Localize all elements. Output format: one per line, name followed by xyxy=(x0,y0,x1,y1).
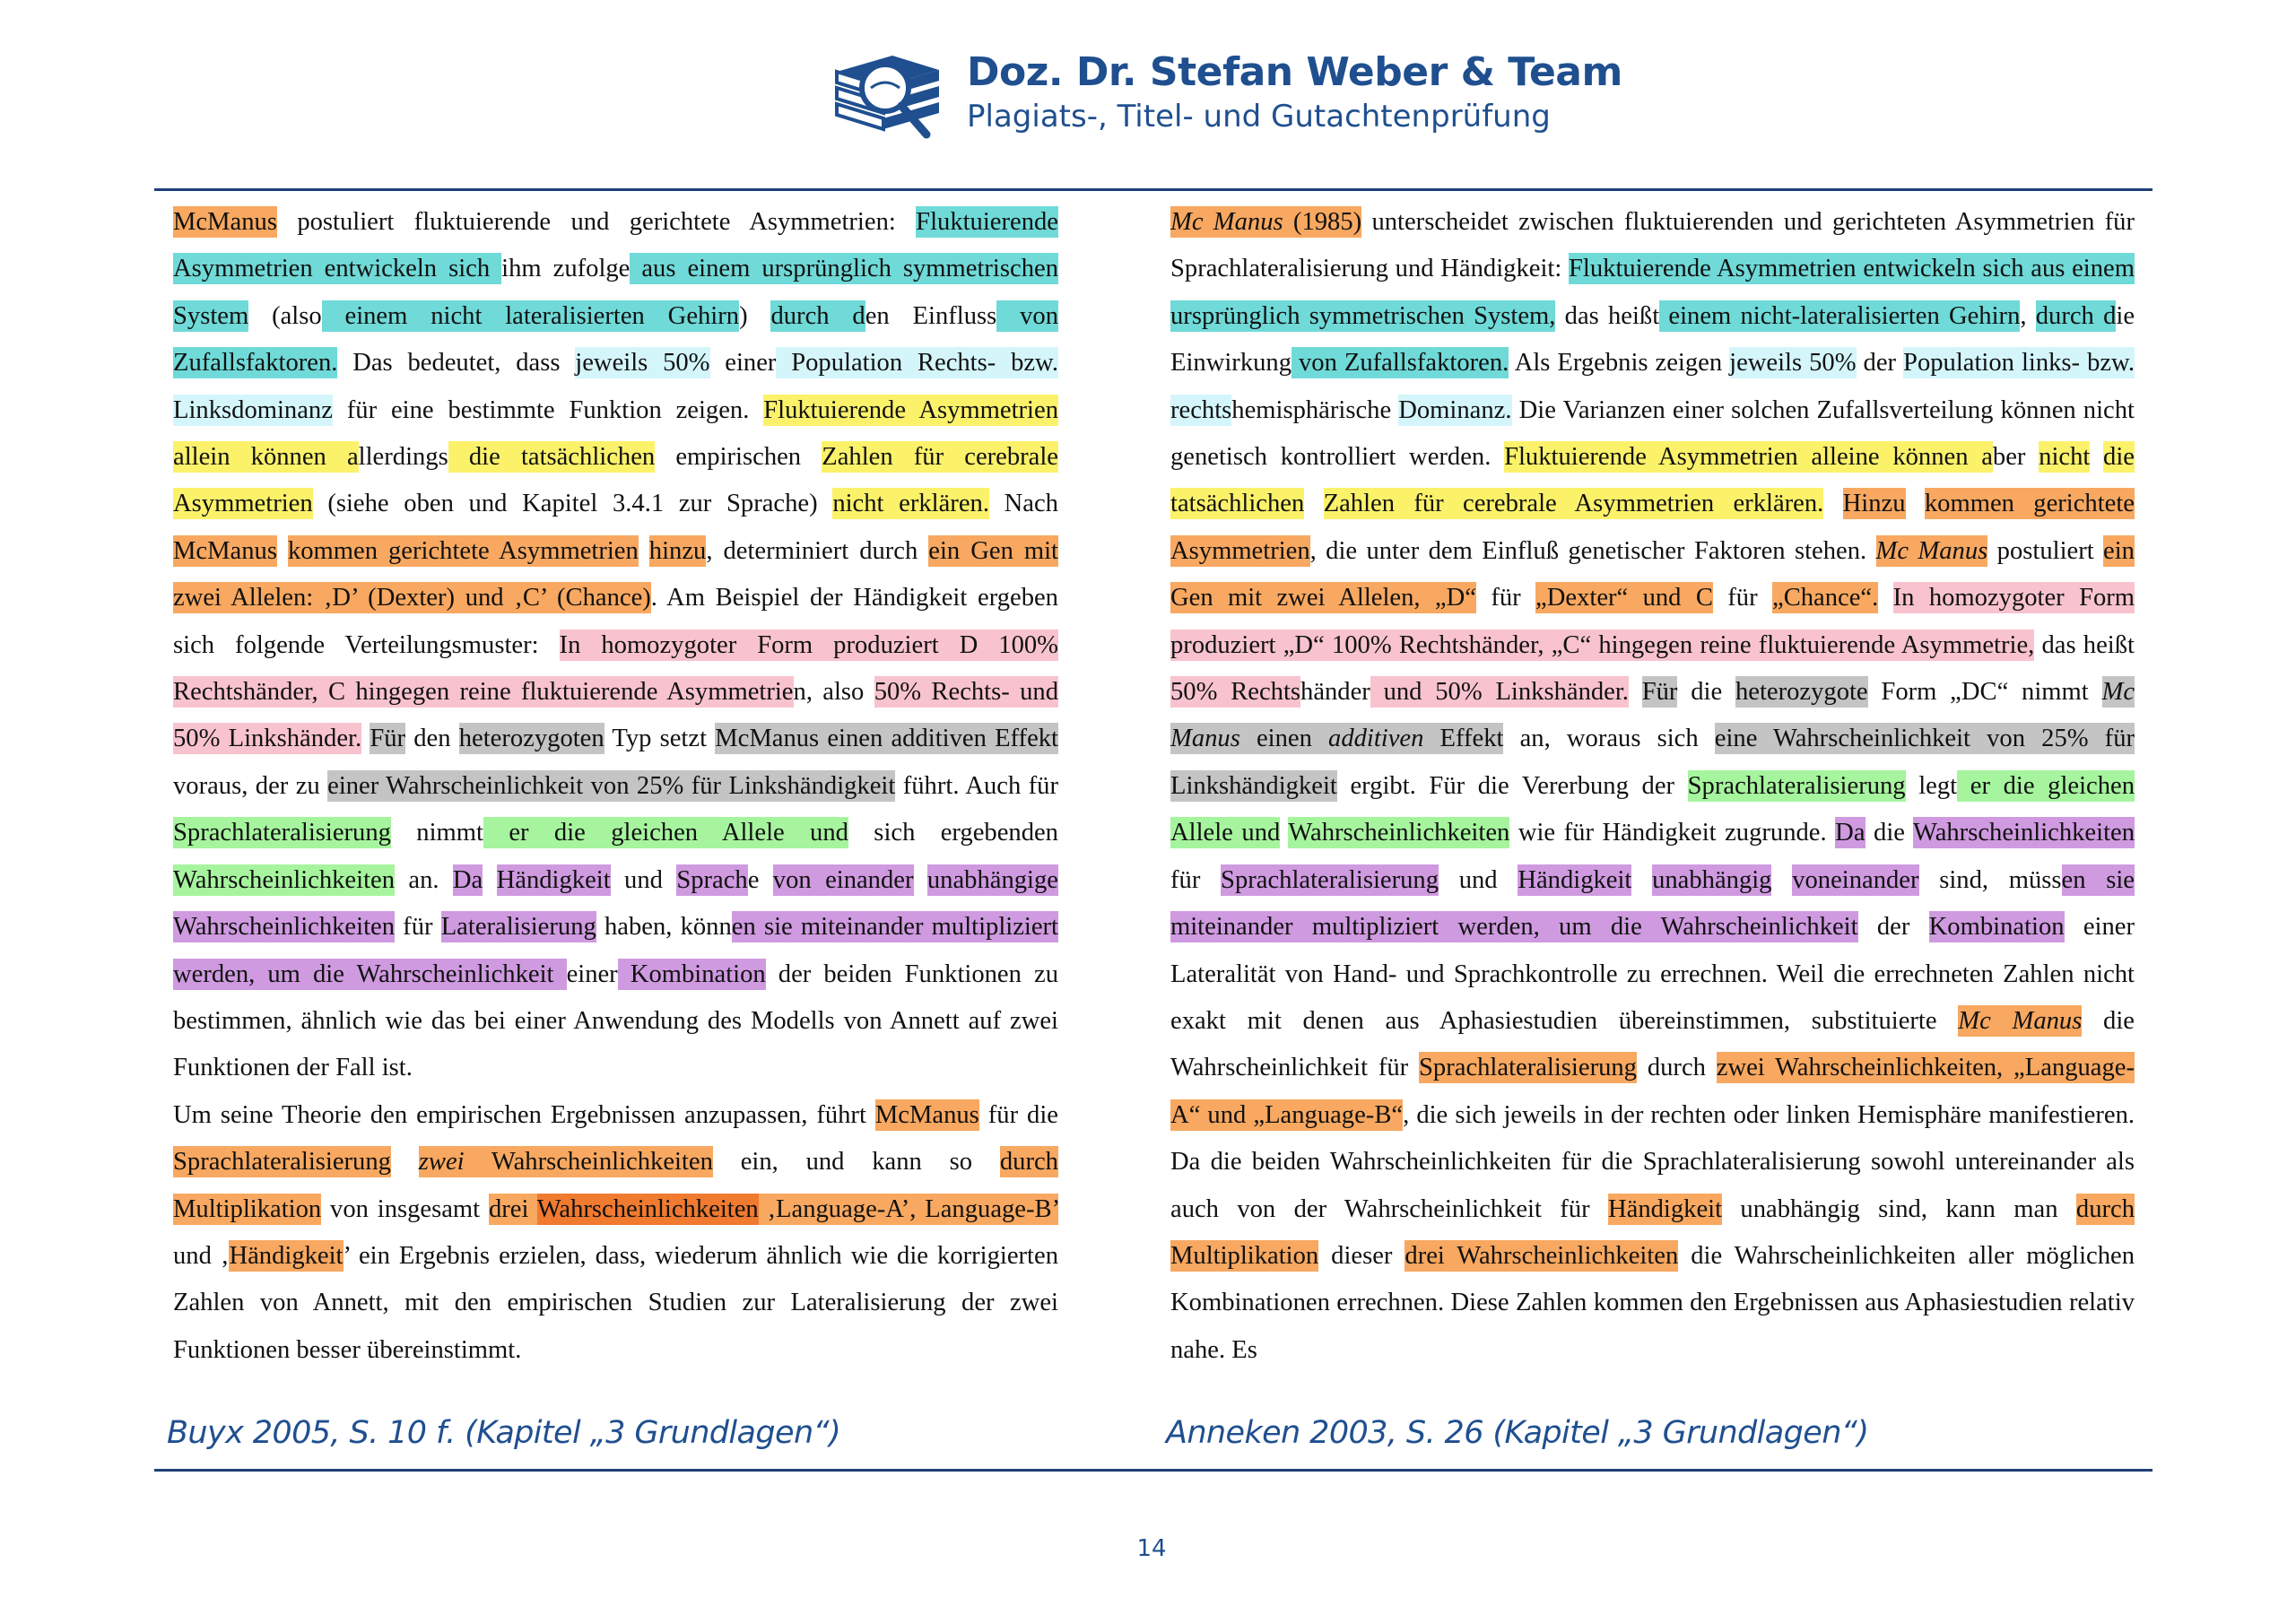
text-run xyxy=(1280,819,1288,847)
text-run: (also xyxy=(248,301,322,330)
highlighted-text: Kombination xyxy=(617,960,766,988)
text-run: e xyxy=(747,865,773,894)
text-run xyxy=(483,866,496,894)
highlighted-text: „Dexter“ und C xyxy=(1535,584,1713,612)
text-run: , die sich jeweils in der rechten oder linken Hemisphäre manifestieren. Da die beiden Wahrscheinlichkeiten für die Sprachlateralisierung sowohl untereinander als auch von der Wahrscheinlichkeit für xyxy=(1170,1100,2135,1223)
text-run: dieser xyxy=(1318,1241,1405,1270)
highlighted-text: einem nicht-lateralisierten Gehirn xyxy=(1659,301,2021,330)
text-run xyxy=(277,537,288,565)
highlighted-text: heterozygote xyxy=(1735,678,1868,707)
highlighted-text: Händigkeit xyxy=(229,1241,344,1270)
text-run: führt. Auch für xyxy=(895,771,1059,800)
highlighted-text: von Zufallsfaktoren. xyxy=(1292,349,1509,378)
highlighted-text: er die gleichen Allele und xyxy=(483,819,848,847)
text-run: (siehe oben und Kapitel 3.4.1 zur Sprache) xyxy=(312,490,833,518)
highlighted-text: heterozygoten xyxy=(458,725,604,753)
highlighted-text: Wahrscheinlichkeiten xyxy=(173,865,395,894)
highlighted-text: Für xyxy=(1641,678,1678,707)
highlighted-text: 50% Rechts xyxy=(1170,678,1301,707)
highlighted-text: ein Gen mit zwei Allelen, „D“ xyxy=(1170,536,2135,612)
highlighted-text: Wahrscheinlichkeiten xyxy=(1913,819,2135,847)
highlighted-text: drei xyxy=(488,1194,537,1223)
highlighted-text: Wahrscheinlichkeiten xyxy=(173,913,395,942)
left-source-column xyxy=(173,199,1058,1374)
left-paragraph-1 xyxy=(173,199,1058,1092)
text-run xyxy=(1878,584,1892,612)
text-run: , xyxy=(2020,301,2036,330)
text-run xyxy=(1823,490,1842,517)
text-run: voraus, der zu xyxy=(173,771,328,800)
highlighted-text: durch d xyxy=(770,301,865,330)
highlighted-text: er die gleichen Allele und xyxy=(1170,771,2135,847)
highlighted-text: Sprachlateralisierung xyxy=(1687,771,1906,800)
highlighted-text: einen xyxy=(1239,725,1329,753)
text-run: Die Varianzen einer solchen Zufallsverteilung können nicht genetisch kontrolliert werden. xyxy=(1170,395,2135,472)
highlighted-text: eine Wahrscheinlichkeit von 25% für Linkshändigkeit xyxy=(1170,725,2135,800)
text-run: ie Einwirkung xyxy=(1170,301,2135,378)
highlighted-text: 50% Rechts- und 50% Linkshänder. xyxy=(173,678,1058,753)
text-run: ’ ein Ergebnis erzielen, dass, wiederum ähnlich wie die korrigierten Zahlen von Annett, mit den empirischen Studien zur Lateralisierung der zwei Funktionen besser übereinstimmt. xyxy=(173,1241,1058,1364)
text-run: an, woraus sich xyxy=(1503,725,1715,753)
text-run: Form „DC“ nimmt xyxy=(1867,678,2102,707)
text-run: die xyxy=(1677,678,1735,707)
text-run: die xyxy=(1865,819,1913,847)
highlighted-text: kommen gerichtete Asymmetrien xyxy=(1170,490,2135,565)
text-run: ihm zufolge xyxy=(501,255,631,283)
right-source-caption: Anneken 2003, S. 26 (Kapitel „3 Grundlagen“) xyxy=(1166,1415,1869,1451)
highlighted-text: Sprach xyxy=(1221,865,1292,894)
text-run xyxy=(1771,866,1792,894)
text-run: sind, müss xyxy=(1918,865,2062,894)
text-run xyxy=(914,866,927,894)
text-run: sich ergebenden xyxy=(848,819,1058,847)
highlighted-text: Mc Manus xyxy=(1170,678,2135,753)
text-run: legt xyxy=(1905,771,1958,800)
page-number: 14 xyxy=(1136,1535,1167,1562)
text-run: für eine bestimmte Funktion zeigen. xyxy=(332,395,764,424)
text-run: für die xyxy=(978,1100,1058,1129)
page-header xyxy=(0,36,2296,152)
highlighted-text: unabhängig xyxy=(1652,865,1772,894)
text-run: , die unter dem Einfluß genetischer Faktoren stehen. xyxy=(1309,536,1876,565)
highlighted-text: Händigkeit xyxy=(1608,1194,1723,1223)
highlighted-text: und 50% Linkshänder. xyxy=(1370,678,1629,707)
book-stack-magnifier-icon xyxy=(830,45,946,143)
text-run: und xyxy=(1439,865,1518,894)
highlighted-text: voneinander xyxy=(1792,865,1919,894)
highlighted-text: Sprach xyxy=(676,865,748,894)
text-run: Als Ergebnis zeigen xyxy=(1509,349,1730,378)
text-run: einer Lateralität von Hand- und Sprachkontrolle zu errechnen. Weil die errechneten Zahlen nicht exakt mit denen aus Aphasiestudien übereinstimmen, substituierte xyxy=(1170,913,2135,1035)
highlighted-text: hinzu xyxy=(648,536,707,565)
text-run: unabhängig sind, kann man xyxy=(1722,1194,2076,1223)
right-paragraph-1 xyxy=(1170,199,2135,1374)
highlighted-text: Mc Manus xyxy=(1170,208,1283,236)
highlighted-text: einem nicht lateralisierten Gehirn xyxy=(321,301,740,330)
highlighted-text: (1985) xyxy=(1283,208,1362,236)
highlighted-text: Population links- bzw. rechts xyxy=(1170,349,2135,424)
highlighted-text: zwei Wahrscheinlichkeiten, „Language-A“ und „Language-B“ xyxy=(1170,1054,2135,1129)
highlighted-text: Wahrscheinlichkeiten xyxy=(1288,819,1510,847)
text-run xyxy=(2090,443,2103,471)
left-source-caption: Buyx 2005, S. 10 f. (Kapitel „3 Grundlagen“) xyxy=(167,1415,841,1451)
highlighted-text: durch Multiplikation xyxy=(173,1148,1058,1223)
bottom-divider xyxy=(154,1469,2152,1472)
highlighted-text: nicht xyxy=(2039,443,2091,472)
highlighted-text: Fluktuierende Asymmetrien allein können a xyxy=(173,395,1058,472)
text-run: der beiden Funktionen zu bestimmen, ähnlich wie das bei einer Anwendung des Modells von Annett auf zwei Funktionen der Fall ist. xyxy=(173,960,1058,1082)
text-run: durch xyxy=(1636,1054,1717,1082)
highlighted-text: einer Wahrscheinlichkeit von 25% für Linkshändigkeit xyxy=(327,771,896,800)
text-run: Um seine Theorie den empirischen Ergebnissen anzupassen, führt xyxy=(173,1100,875,1129)
text-run: die Wahrscheinlichkeit für xyxy=(1170,1006,2135,1082)
text-run: en Einfluss xyxy=(865,301,997,330)
highlighted-text: dominanz xyxy=(231,395,333,424)
highlighted-text: jeweils 50% xyxy=(1729,349,1857,378)
highlighted-text: drei Wahrscheinlichkeiten xyxy=(1405,1241,1679,1270)
highlighted-text: Fluktuierende Asymmetrien entwickeln sich aus einem ursprünglich symmetrischen System, xyxy=(1170,255,2135,330)
highlighted-text: Population Rechts- bzw. Links xyxy=(173,349,1058,424)
highlighted-text: Da xyxy=(452,865,483,894)
text-run xyxy=(1631,866,1652,894)
highlighted-text: kommen gerichtete Asymmetrien xyxy=(287,536,639,565)
highlighted-text: ‚Language-A’, Language-B’ xyxy=(758,1194,1058,1223)
highlighted-text: lateralisierung xyxy=(1292,865,1439,894)
text-run: postuliert fluktuierende und gerichtete Asymmetrien: xyxy=(276,208,917,236)
text-run: postuliert xyxy=(1987,536,2104,565)
text-run xyxy=(391,1148,419,1176)
text-run xyxy=(1304,490,1323,517)
highlighted-text: Fluktuierende Asymmetrien entwickeln sich xyxy=(173,208,1058,283)
text-run: einer xyxy=(709,349,777,378)
highlighted-text: Sprachlateralisierung xyxy=(173,1148,391,1177)
text-run xyxy=(639,537,649,565)
highlighted-text: Effekt xyxy=(1423,725,1504,753)
text-run: ) xyxy=(739,301,771,330)
brand-title: Doz. Dr. Stefan Weber & Team xyxy=(967,49,1622,95)
highlighted-text: In homozygoter Form produziert „D“ 100% Rechtshänder, „C“ hingegen reine fluktuierende Asymmetrie, xyxy=(1170,584,2135,659)
highlighted-text: en sie miteinander multipliziert werden, um die Wahrscheinlichkeit xyxy=(1170,865,2135,942)
highlighted-text: McManus xyxy=(874,1100,979,1129)
highlighted-text: Kombination xyxy=(1928,913,2065,942)
text-run: n, also xyxy=(793,678,874,707)
highlighted-text: aus einem ursprünglich symmetrischen System xyxy=(173,255,1058,330)
highlighted-text: Zahlen für cerebrale Asymmetrien xyxy=(173,443,1058,518)
highlighted-text: Händigkeit xyxy=(496,865,611,894)
highlighted-text: Fluktuierende Asymmetrien alleine können a xyxy=(1504,443,1993,472)
highlighted-text: In homozygoter Form produziert D 100% Rechtshänder, C hingegen reine fluktuierende Asymmetrie xyxy=(173,630,1058,707)
left-paragraph-2 xyxy=(173,1092,1058,1374)
text-run: haben, könn xyxy=(596,913,732,942)
highlighted-text: Mc Manus xyxy=(1875,536,1988,565)
text-run: für xyxy=(1170,865,1222,894)
text-run xyxy=(361,725,370,752)
text-run: von insgesamt xyxy=(321,1194,489,1223)
text-run: für xyxy=(395,913,441,942)
text-run xyxy=(1629,678,1642,706)
text-run: . Am Beispiel der Händigkeit ergeben sich folgende Verteilungsmuster: xyxy=(173,584,1058,659)
highlighted-text: Wahrscheinlichkeiten xyxy=(536,1194,759,1223)
highlighted-text: Zahlen für cerebrale Asymmetrien erklären. xyxy=(1323,490,1824,518)
right-source-column xyxy=(1170,199,2135,1374)
highlighted-text: Dominanz. xyxy=(1398,395,1512,424)
text-run: den xyxy=(405,725,459,753)
text-run: nimmt xyxy=(390,819,483,847)
highlighted-text: additiven xyxy=(1328,725,1424,753)
text-run: händer xyxy=(1300,678,1370,707)
highlighted-text: Händigkeit xyxy=(1518,865,1632,894)
text-run: einer xyxy=(566,960,618,988)
text-run: an. xyxy=(395,865,453,894)
text-run: Typ setzt xyxy=(604,725,716,753)
highlighted-text: en sie miteinander multipliziert werden, um die Wahrscheinlichkeit xyxy=(173,913,1059,988)
highlighted-text: die tatsächlichen xyxy=(1170,443,2135,518)
text-run: für xyxy=(1475,584,1536,612)
highlighted-text: Sprachlateralisierung xyxy=(173,819,391,847)
text-run: und ‚ xyxy=(173,1241,230,1270)
highlighted-text: unabhängige xyxy=(926,865,1058,894)
text-run: Nach xyxy=(988,490,1058,518)
highlighted-text: Mc Manus xyxy=(1958,1006,2083,1035)
highlighted-text: Lateralisierung xyxy=(440,913,596,942)
brand-subtitle: Plagiats-, Titel- und Gutachtenprüfung xyxy=(967,99,1551,135)
text-run: ber xyxy=(1992,443,2039,472)
text-run: hemisphärische xyxy=(1231,395,1399,424)
highlighted-text: Wahrscheinlichkeiten xyxy=(464,1148,713,1177)
highlighted-text: Da xyxy=(1835,819,1866,847)
highlighted-text: Hinzu xyxy=(1842,490,1906,518)
text-run: und xyxy=(610,865,677,894)
text-run: das heißt xyxy=(1555,301,1660,330)
text-run: wie für Händigkeit zugrunde. xyxy=(1509,819,1836,847)
highlighted-text: McManus einen additiven Effekt xyxy=(715,725,1058,753)
text-run: unterscheidet zwischen fluktuierenden und gerichteten Asymmetrien für Sprachlateralisierung und Händigkeit: xyxy=(1170,208,2135,283)
highlighted-text: durch Multiplikation xyxy=(1170,1194,2135,1270)
highlighted-text: McManus xyxy=(173,208,277,236)
highlighted-text: Für xyxy=(370,725,406,753)
highlighted-text: durch d xyxy=(2035,301,2117,330)
text-run: , determiniert durch xyxy=(706,536,929,565)
highlighted-text: „Chance“. xyxy=(1772,584,1879,612)
top-divider xyxy=(154,188,2152,191)
highlighted-text: zwei xyxy=(418,1148,465,1177)
text-run: Das bedeutet, dass xyxy=(337,349,576,378)
highlighted-text: von Zufallsfaktoren. xyxy=(173,301,1059,378)
text-run: der xyxy=(1857,913,1929,942)
text-run: empirischen xyxy=(655,443,822,472)
text-run xyxy=(1906,490,1925,517)
text-run: die Wahrscheinlichkeiten aller möglichen Kombinationen errechnen. Diese Zahlen kommen den Ergebnissen aus Aphasiestudien relativ nahe. Es xyxy=(1170,1241,2135,1364)
highlighted-text: die tatsächlichen xyxy=(448,443,656,472)
highlighted-text: jeweils 50% xyxy=(575,349,710,378)
text-run: ergibt. Für die Vererbung der xyxy=(1336,771,1688,800)
text-run: für xyxy=(1712,584,1772,612)
text-run: llerdings xyxy=(358,443,448,472)
text-run: der xyxy=(1856,349,1904,378)
highlighted-text: McManus xyxy=(173,536,277,565)
highlighted-text: von einander xyxy=(772,865,914,894)
text-run: das heißt xyxy=(2034,630,2135,659)
highlighted-text: nicht erklären. xyxy=(832,490,989,518)
highlighted-text: Sprachlateralisierung xyxy=(1419,1054,1637,1082)
text-run: ein, und kann so xyxy=(712,1148,1000,1177)
highlighted-text: ein Gen mit zwei Allelen: ‚D’ (Dexter) und ‚C’ (Chance) xyxy=(173,536,1058,612)
